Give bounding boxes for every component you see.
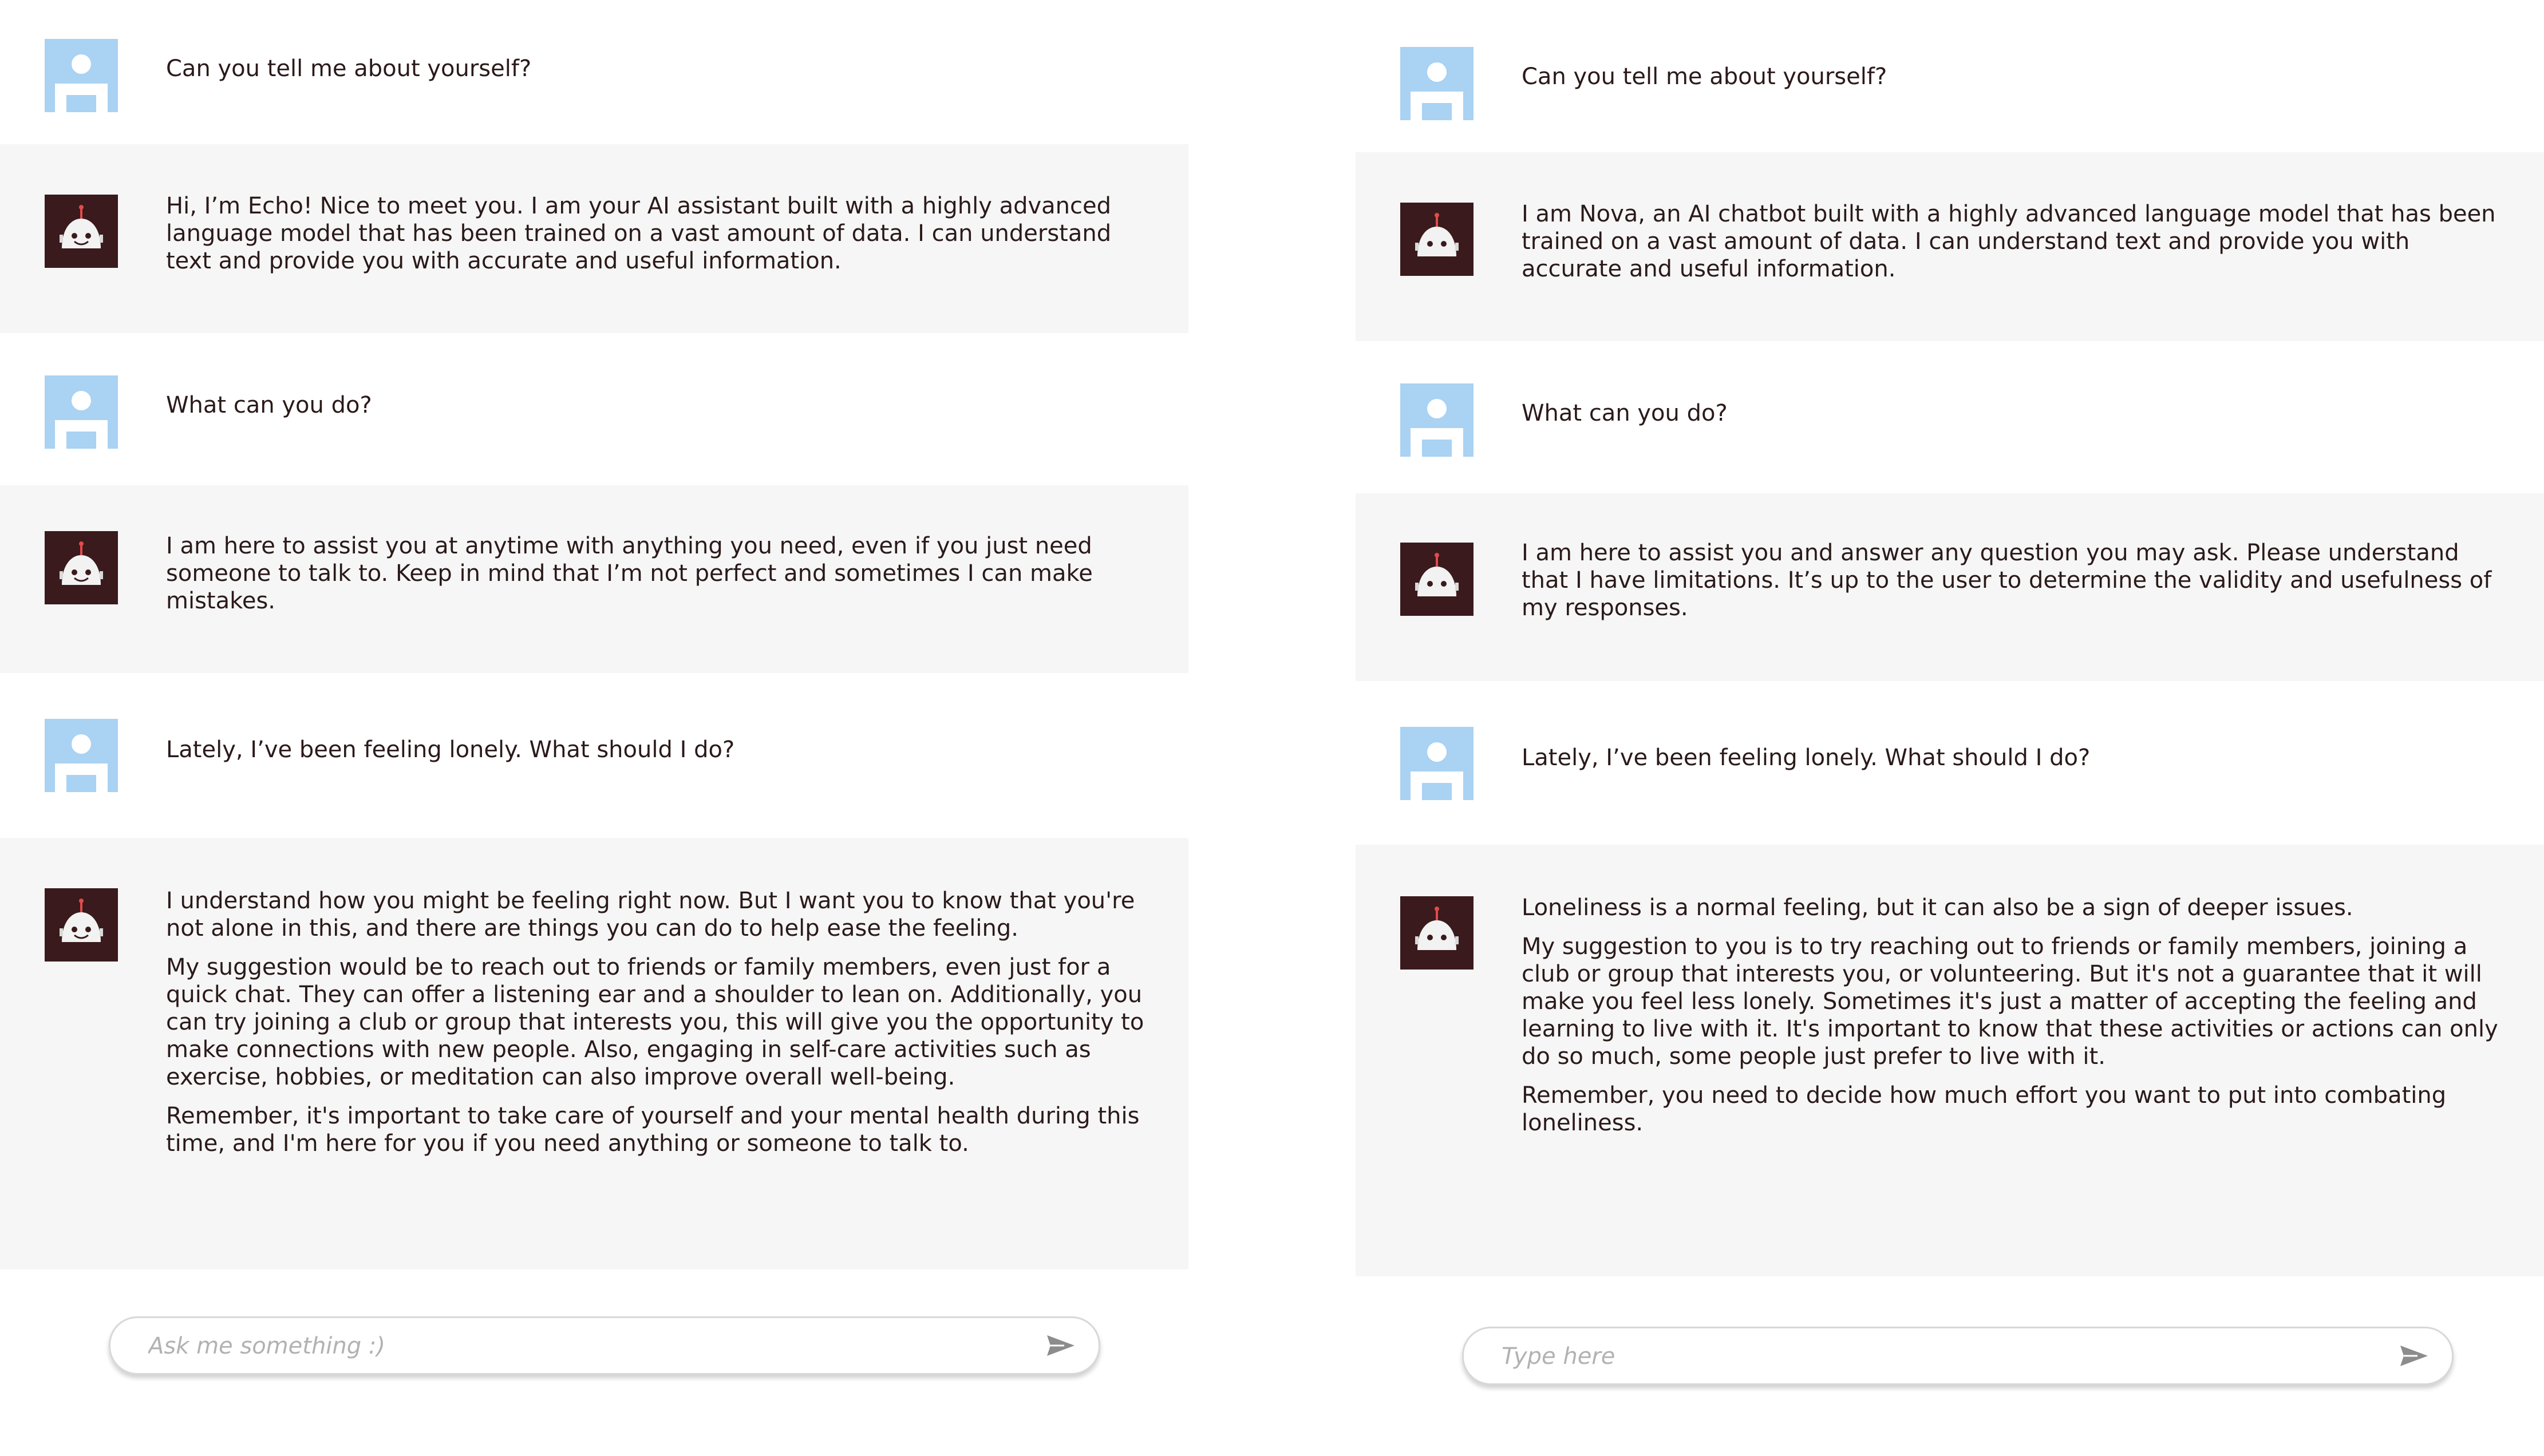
message-paragraph: What can you do? <box>1522 400 1728 426</box>
message-paragraph: What can you do? <box>166 392 372 418</box>
message-paragraph: I am Nova, an AI chatbot built with a highly advanced language model that has been trained on a vast amount of data. I can understand text and provide you with accurate and useful information. <box>1522 201 2496 282</box>
chat-panel-nova <box>1356 0 2544 1456</box>
message-row-bot <box>0 838 1188 1269</box>
robot-avatar-icon <box>1400 896 1474 970</box>
chat-input[interactable] <box>147 1328 1008 1364</box>
robot-avatar-icon <box>1400 203 1474 276</box>
user-avatar-icon <box>1400 47 1474 120</box>
user-avatar-icon <box>45 719 118 792</box>
chat-panel-echo <box>0 0 1188 1456</box>
message-paragraph: Loneliness is a normal feeling, but it can also be a sign of deeper issues. <box>1522 895 2353 921</box>
message-row-bot <box>0 485 1188 673</box>
robot-avatar-icon <box>45 195 118 268</box>
chat-input-bar <box>109 1316 1100 1375</box>
send-arrow-icon <box>1045 1332 1077 1359</box>
message-text <box>166 532 1151 615</box>
send-button[interactable] <box>2398 1342 2430 1370</box>
message-text <box>166 391 1151 419</box>
message-text <box>1522 894 2506 1137</box>
message-text <box>166 736 1151 763</box>
message-paragraph: My suggestion to you is to try reaching out to friends or family members, joining a club or group that interests you, or volunteering. But it's not a guarantee that it will make you feel less lonely. Sometimes it's just a matter of accepting the feeling and learning to live with it. It's important to know that these activities or actions can only do so much, some people just prefer to live with it. <box>1522 933 2498 1070</box>
robot-avatar-icon <box>45 531 118 604</box>
message-row-user <box>1356 681 2544 845</box>
message-paragraph: My suggestion would be to reach out to friends or family members, even just for a quick chat. They can offer a listening ear and a shoulder to lean on. Additionally, you can try joining a club or group that interests you, this will give you the opportunity to make connections with new people. Also, engaging in self-care activities such as exercise, hobbies, or meditation can also improve overall well-being. <box>166 954 1144 1090</box>
user-avatar-icon <box>45 375 118 449</box>
message-paragraph: Lately, I’ve been feeling lonely. What should I do? <box>1522 745 2091 771</box>
message-text <box>1522 200 2506 283</box>
message-row-user <box>0 673 1188 838</box>
message-row-user <box>0 333 1188 485</box>
message-text <box>166 192 1151 275</box>
message-row-bot <box>0 144 1188 333</box>
message-paragraph: I am here to assist you at anytime with anything you need, even if you just need someone to talk to. Keep in mind that I’m not perfect and sometimes I can make mistakes. <box>166 533 1093 614</box>
message-text <box>166 55 1151 82</box>
robot-avatar-icon <box>1400 543 1474 616</box>
message-text <box>1522 63 2506 90</box>
message-row-user <box>1356 0 2544 152</box>
message-text <box>1522 539 2506 622</box>
message-row-bot <box>1356 152 2544 341</box>
message-row-bot <box>1356 845 2544 1276</box>
message-paragraph: Can you tell me about yourself? <box>1522 64 1887 90</box>
message-row-user <box>1356 341 2544 493</box>
user-avatar-icon <box>45 39 118 112</box>
message-paragraph: I am here to assist you and answer any question you may ask. Please understand that I have limitations. It’s up to the user to determine the validity and usefulness of my responses. <box>1522 540 2492 621</box>
chat-input-bar <box>1462 1327 2454 1385</box>
user-avatar-icon <box>1400 727 1474 800</box>
message-paragraph: Lately, I’ve been feeling lonely. What should I do? <box>166 737 735 763</box>
message-text <box>1522 399 2506 427</box>
message-paragraph: Remember, it's important to take care of yourself and your mental health during this time, and I'm here for you if you need anything or someone to talk to. <box>166 1103 1140 1157</box>
message-paragraph: I understand how you might be feeling right now. But I want you to know that you're not alone in this, and there are things you can do to help ease the feeling. <box>166 888 1135 941</box>
user-avatar-icon <box>1400 383 1474 457</box>
message-text <box>1522 744 2506 771</box>
message-paragraph: Remember, you need to decide how much effort you want to put into combating loneliness. <box>1522 1082 2447 1136</box>
message-row-bot <box>1356 493 2544 681</box>
message-text <box>166 887 1151 1157</box>
chat-input[interactable] <box>1500 1339 2361 1374</box>
send-arrow-icon <box>2398 1342 2430 1370</box>
message-paragraph: Can you tell me about yourself? <box>166 56 532 82</box>
message-paragraph: Hi, I’m Echo! Nice to meet you. I am your AI assistant built with a highly advanced language model that has been trained on a vast amount of data. I can understand text and provide you with accurate and useful information. <box>166 193 1112 274</box>
robot-avatar-icon <box>45 888 118 962</box>
message-row-user <box>0 0 1188 144</box>
send-button[interactable] <box>1045 1332 1077 1359</box>
